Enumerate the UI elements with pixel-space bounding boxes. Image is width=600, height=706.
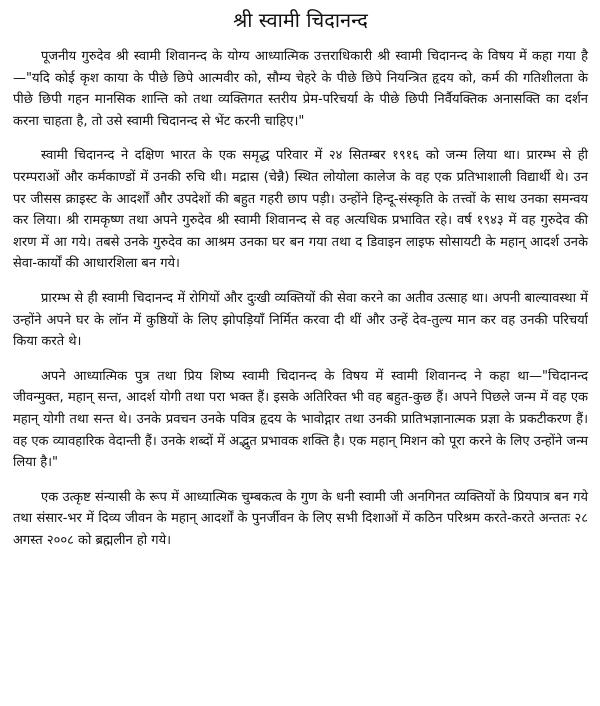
paragraph-service: प्रारम्भ से ही स्वामी चिदानन्द में रोगियों और दुःखी व्यक्तियों की सेवा करने का अतीव उत्साह था। अपनी बाल्यावस्था में उन्होंने अपने घर के लॉन में कुष्ठियों के लिए झोपड़ियाँ निर्मित करवा दी थीं और उन्हें देव-तुल्य मान कर वह उनकी परिचर्या किया करते थे।	[13, 290, 588, 350]
paragraph-intro: पूजनीय गुरुदेव श्री स्वामी शिवानन्द के योग्य आध्यात्मिक उत्तराधिकारी श्री स्वामी चिदानन्द के विषय में कहा गया है—"यदि कोई कृश काया के पीछे छिपे आत्मवीर को, सौम्य चेहरे के पीछे छिपे नियन्त्रित हृदय को, कर्म की गतिशीलता के पीछे छिपी गहन मानसिक शान्ति को तथा व्यक्तिगत स्तरीय प्रेम-परिचर्या के पीछे छिपी निर्वैयक्तिक अनासक्ति का दर्शन करना चाहता है, तो उसे स्वामी चिदानन्द से भेंट करनी चाहिए।"	[13, 49, 588, 129]
paragraph-conclusion: एक उत्कृष्ट संन्यासी के रूप में आध्यात्मिक चुम्बकत्व के गुण के धनी स्वामी जी अनगिनत व्यक्तियों के प्रियपात्र बन गये तथा संसार-भर में दिव्य जीवन के महान् आदर्शों के पुनर्जीवन के लिए सभी दिशाओं में कठिन परिश्रम करते-करते अन्ततः २८ अगस्त २००८ को ब्रह्मलीन हो गये।	[13, 489, 588, 548]
paragraph-sivananda-quote: अपने आध्यात्मिक पुत्र तथा प्रिय शिष्य स्वामी चिदानन्द के विषय में स्वामी शिवानन्द ने कहा था—"चिदानन्द जीवन्मुक्त, महान् सन्त, आदर्श योगी तथा परा भक्त हैं। इसके अतिरिक्त भी वह बहुत-कुछ हैं। अपने पिछले जन्म में वह एक महान् योगी तथा सन्त थे। उनके प्रवचन उनके पवित्र हृदय के भावोद्गार तथा उनकी प्रातिभज्ञानात्मक प्रज्ञा के प्रकटीकरण हैं। वह एक व्यावहारिक वेदान्ती हैं। उनके शब्दों में अद्भुत प्रभावक शक्ति है। एक महान् मिशन को पूरा करने के लिए उन्होंने जन्म लिया है।"	[13, 368, 588, 471]
page-title: श्री स्वामी चिदानन्द	[233, 8, 368, 32]
paragraph-early-life: स्वामी चिदानन्द ने दक्षिण भारत के एक समृद्ध परिवार में २४ सितम्बर १९१६ को जन्म लिया था। प्रारम्भ से ही परम्पराओं और कर्मकाण्डों में उनकी रुचि थी। मद्रास (चेन्नै) स्थित लोयोला कालेज के वह एक प्रतिभाशाली विद्यार्थी थे। उन पर जीसस क्राइस्ट के आदर्शों और उपदेशों की बहुत गहरी छाप पड़ी। उन्होंने हिन्दू-संस्कृति के तत्त्वों के साथ उनका समन्वय कर लिया। श्री रामकृष्ण तथा अपने गुरुदेव श्री स्वामी शिवानन्द से वह अत्यधिक प्रभावित रहे। वर्ष १९४३ में वह गुरुदेव की शरण में आ गये। तबसे उनके गुरुदेव का आश्रम उनका घर बन गया तथा द डिवाइन लाइफ सोसायटी के महान् आदर्श उनके सेवा-कार्यों की आधारशिला बन गये।	[13, 148, 588, 272]
